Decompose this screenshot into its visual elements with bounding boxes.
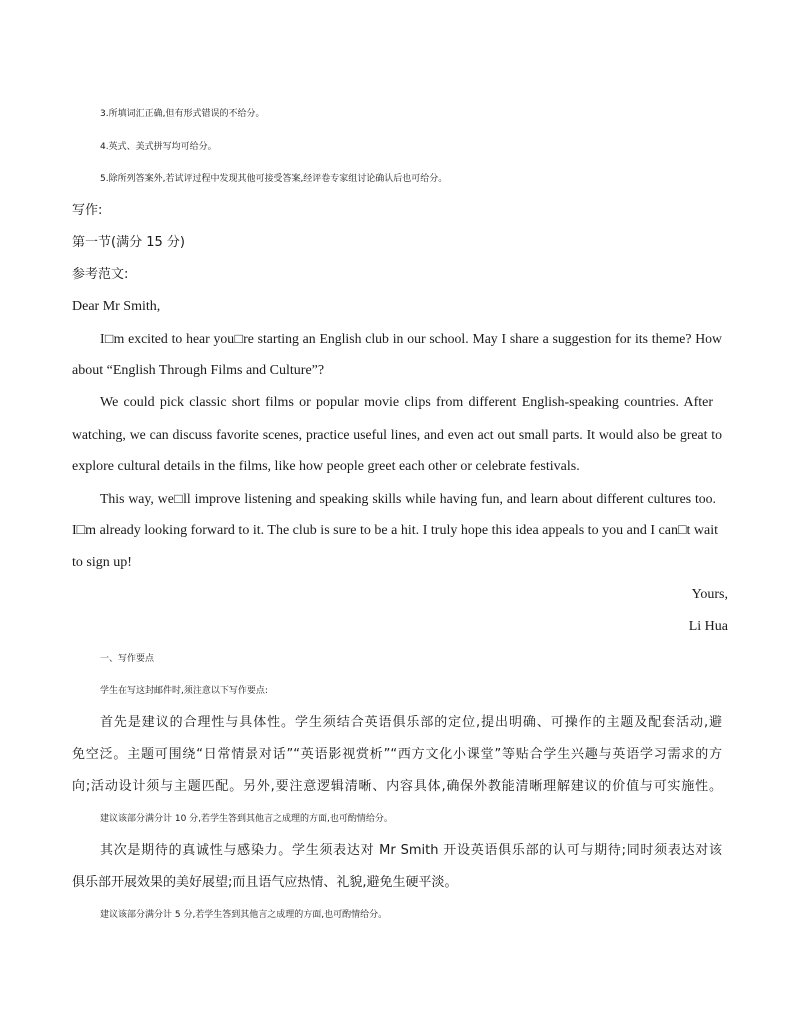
key-points-line: 向;活动设计须与主题匹配。另外,要注意逻辑清晰、内容具体,确保外教能清晰理解建议的价值与可实施性。 — [72, 779, 722, 794]
key-points-line: 建议该部分满分计 10 分,若学生答到其他言之成理的方面,也可酌情给分。 — [100, 814, 393, 824]
grading-note-5: 5.除所列答案外,若试评过程中发现其他可接受答案,经评卷专家组讨论确认后也可给分。 — [100, 174, 448, 184]
letter-signature: Li Hua — [688, 619, 728, 634]
key-points-line: 免空泛。主题可围绕“日常情景对话”“英语影视赏析”“西方文化小课堂”等贴合学生兴趣与英语学习需求的方 — [72, 747, 722, 762]
grading-note-4: 4.英式、美式拼写均可给分。 — [100, 142, 217, 152]
key-points-line: 首先是建议的合理性与具体性。学生须结合英语俱乐部的定位,提出明确、可操作的主题及配套活动,避 — [100, 715, 722, 730]
letter-salutation: Dear Mr Smith, — [72, 299, 161, 314]
grading-note-3: 3.所填词汇正确,但有形式错误的不给分。 — [100, 109, 265, 119]
key-points-line: 学生在写这封邮件时,须注意以下写作要点: — [100, 686, 268, 696]
key-points-line: 建议该部分满分计 5 分,若学生答到其他言之成理的方面,也可酌情给分。 — [100, 910, 388, 920]
sample-essay-label: 参考范文: — [72, 267, 129, 282]
letter-line: about “English Through Films and Culture”? — [72, 363, 325, 378]
key-points-line: 俱乐部开展效果的美好展望;而且语气应热情、礼貌,避免生硬平淡。 — [72, 875, 458, 890]
key-points-line: 其次是期待的真诚性与感染力。学生须表达对 Mr Smith 开设英语俱乐部的认可与期待;同时须表达对该 — [100, 843, 722, 858]
letter-line: explore cultural details in the films, like how people greet each other or celebrate festivals. — [72, 459, 580, 474]
letter-line: to sign up! — [72, 555, 132, 570]
letter-line: We could pick classic short films or popular movie clips from different English-speaking countries. After — [100, 395, 713, 410]
letter-line: watching, we can discuss favorite scenes, practice useful lines, and even act out small parts. It would also be great to — [72, 427, 722, 442]
letter-closing: Yours, — [691, 587, 728, 602]
letter-line: This way, we□ll improve listening and speaking skills while having fun, and learn about different cultures too. — [100, 491, 716, 506]
writing-heading: 写作: — [72, 203, 103, 218]
letter-line: I□m already looking forward to it. The club is sure to be a hit. I truly hope this idea appeals to you and I can□t wait — [72, 523, 718, 538]
letter-line: I□m excited to hear you□re starting an English club in our school. May I share a suggestion for its theme? How — [100, 331, 722, 346]
section-heading: 第一节(满分 15 分) — [72, 235, 185, 250]
key-points-heading: 一、写作要点 — [100, 654, 155, 664]
